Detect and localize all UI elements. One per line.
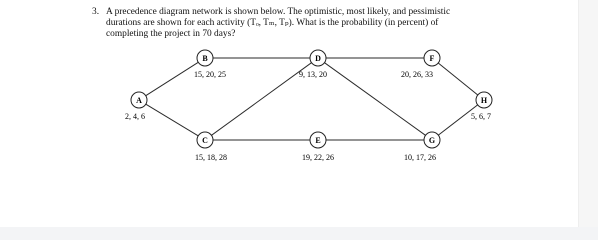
node-a [131,92,147,108]
duration-label-c: 15, 18, 28 [195,153,227,162]
page-margin [578,0,598,227]
node-letter: A [136,96,142,105]
node-letter: G [428,136,436,145]
question-number: 3. [92,7,100,17]
node-f [424,50,440,66]
node-letter: C [202,136,208,145]
edge-a-b [146,62,199,95]
question-line-3: completing the project in 70 days? [106,29,236,39]
node-c [197,132,213,148]
edge-c-d [211,63,311,136]
node-g [424,132,440,148]
node-b [197,50,213,66]
edge-a-c [146,104,198,136]
duration-label-d: 9, 13, 20 [299,70,327,79]
node-letter: H [480,96,488,105]
question-line-1: A precedence diagram network is shown below. The optimistic, most likely, and pessimistic [106,7,451,17]
node-d [310,50,326,66]
node-letter: B [202,54,208,63]
question-line-2: durations are shown for each activity (Tₒ, Tₘ, Tₚ). What is the probability (in percent) of [106,18,439,28]
node-e [310,132,326,148]
duration-label-h: 5, 6, 7 [471,112,491,121]
edge-f-h [438,63,478,95]
node-h [476,92,492,108]
duration-label-b: 15, 20, 25 [194,70,226,79]
duration-label-a: 2, 4, 6 [125,112,145,121]
node-letter: D [315,54,321,63]
duration-label-g: 10, 17, 26 [404,153,436,162]
duration-label-f: 20, 26, 33 [401,70,433,79]
duration-label-e: 19, 22, 26 [302,153,334,162]
node-letter: E [315,136,321,145]
node-letter: F [429,54,435,63]
